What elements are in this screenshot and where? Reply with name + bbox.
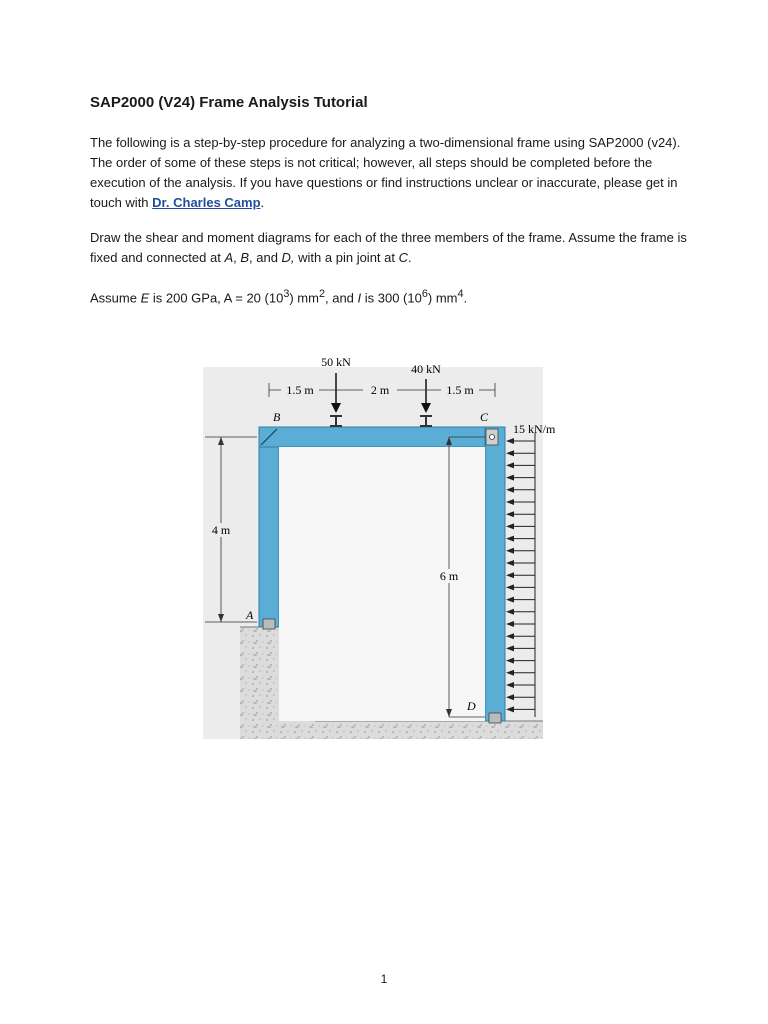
prop-text-2: is 200 GPa, A = 20 (10 xyxy=(149,290,284,306)
problem-sep-1: , xyxy=(233,250,241,265)
dimension-2: 2 m xyxy=(370,383,390,397)
height-4m-label: 4 m xyxy=(211,523,231,537)
prop-text-1: Assume xyxy=(90,290,141,306)
prop-text-4: , and xyxy=(324,290,358,306)
properties-paragraph xyxy=(90,284,690,308)
prop-exp-6: 6 xyxy=(421,288,428,300)
page-number: 1 xyxy=(380,972,388,986)
point-a: A xyxy=(224,250,234,265)
label-b: B xyxy=(273,410,281,424)
frame-figure xyxy=(195,345,555,745)
point-d: D, xyxy=(281,250,295,265)
support-d xyxy=(489,713,501,723)
frame-opening xyxy=(279,447,485,721)
contact-link[interactable]: Dr. Charles Camp xyxy=(152,195,261,210)
problem-text-2: with a pin joint at xyxy=(294,250,399,265)
prop-exp-2: 2 xyxy=(318,288,325,300)
prop-text-6: ) mm xyxy=(427,290,458,306)
prop-i: I xyxy=(357,290,362,306)
frame-diagram xyxy=(195,345,555,745)
label-d: D xyxy=(467,699,476,713)
problem-text-3: . xyxy=(408,250,412,265)
problem-sep-2: , and xyxy=(249,250,282,265)
prop-exp-4: 4 xyxy=(457,288,464,300)
prop-text-3: ) mm xyxy=(289,290,319,306)
problem-paragraph xyxy=(90,228,690,268)
problem-text-1: Draw the shear and moment diagrams for each of the three members of the frame. Assume the frame is fixed and connected at xyxy=(90,230,687,265)
prop-text-5: is 300 (10 xyxy=(361,290,422,306)
page-title: SAP2000 (V24) Frame Analysis Tutorial xyxy=(90,94,368,111)
intro-paragraph xyxy=(90,133,690,213)
point-b: B xyxy=(240,250,250,265)
distributed-load-label: 15 kN/m xyxy=(513,422,555,436)
point-c: C xyxy=(398,250,408,265)
prop-exp-3: 3 xyxy=(283,288,290,300)
label-a: A xyxy=(246,608,254,622)
support-a xyxy=(263,619,275,629)
prop-e: E xyxy=(140,290,150,306)
prop-text-7: . xyxy=(463,290,468,306)
intro-end: . xyxy=(260,195,265,210)
load-50kn-label: 50 kN xyxy=(321,355,351,369)
load-40kn-label: 40 kN xyxy=(411,362,441,376)
column-ab xyxy=(259,427,279,627)
height-6m-label: 6 m xyxy=(439,569,459,583)
dimension-1: 1.5 m xyxy=(286,383,314,397)
label-c: C xyxy=(480,410,489,424)
intro-text: The following is a step-by-step procedure for analyzing a two-dimensional frame using SAP2000 (v24). The order of some of these steps is not critical; however, all steps should be completed before the execution of the analysis. If you have questions or find instructions unclear or inaccurate, please get in touch with xyxy=(90,135,681,210)
dimension-3: 1.5 m xyxy=(446,383,474,397)
column-cd xyxy=(485,427,505,721)
